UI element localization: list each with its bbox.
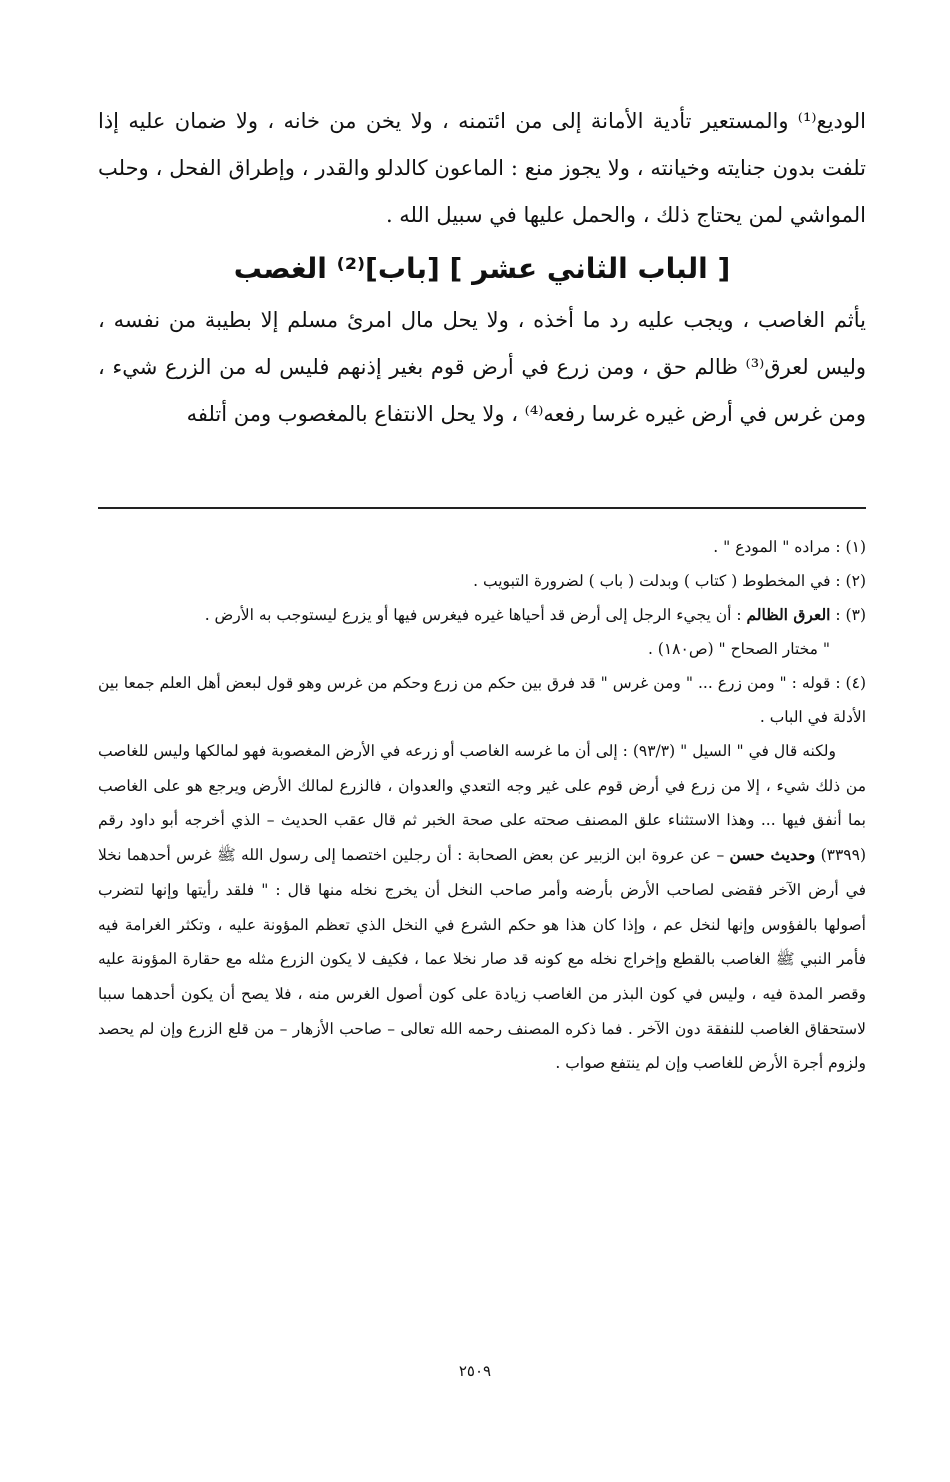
footnote-3-number: (٣) : [830, 606, 866, 624]
footnote-3-source: " مختار الصحاح " (ص١٨٠) . [647, 640, 830, 658]
commentary-part-b: – عن عروة ابن الزبير عن بعض الصحابة : أن رجلين اختصما إلى رسول الله ﷺ غرس أحدهما نخلا في أرض الآخر فقضى لصاحب الأرض بأرضه وأمر صاحب النخل أن يخرج نخله منها قال : " فلقد رأيتها وإنها لتضرب أصولها بالفؤوس وإنها لنخل عم ، وإذا كان هذا هو حكم الشرع في النخل الذي تعظم المؤونة عليه ، وتكثر الغرامة فيه فأمر النبي ﷺ الغاصب بالقطع وإخراج نخله مع كونه قد صار نخلا عما ، فكيف لا يكون الزرع مثله مع حقارة المؤونة عليه وقصر المدة فيه ، وليس في كون البذر من الغاصب زيادة على كون أصول الغرس منه ، فلا يصح أن يكون أحدهما سببا لاستحقاق الغاصب للنفقة دون الآخر . فما ذكره المصنف رحمه الله تعالى – صاحب الأزهار – من قلع الزرع وإن لم يحصد ولزوم أجرة الأرض للغاصب وإن لم ينتفع صواب . [98, 846, 866, 1073]
footnote-4: (٤) : قوله : " ومن زرع ... " ومن غرس " قد فرق بين حكم من زرع وحكم من غرس وهو قول لبعض أهل العلم جمعا بين الأدلة في الباب . [98, 674, 866, 726]
commentary-hadith-grade: وحديث حسن [729, 845, 816, 865]
footnote-commentary [98, 734, 866, 1081]
footnote-divider [98, 507, 866, 509]
footnote-2: (٢) : في المخطوط ( كتاب ) وبدلت ( باب ) لضرورة التبويب . [473, 572, 866, 590]
commentary-part-a: ولكنه قال في " السيل " (٩٣/٣) : إلى أن ما غرسه الغاصب أو زرعه في الأرض المغصوبة فهو لمالكها وليس للغاصب من ذلك شيء ، إلا من زرع في أرض قوم على غير وجه التعدي والعدوان ، فالزرع لمالك الأرض ويرجع هو على الغاصب بما أنفق فيها ... وهذا الاستثناء علق المصنف صحته على صحة الخبر ثم قال عقب الحديث – الذي أخرجه أبو داود رقم (٣٣٩٩) [98, 742, 867, 865]
page-number: ٢٥٠٩ [458, 1362, 492, 1380]
paragraph-usurpation: يأثم الغاصب ، ويجب عليه رد ما أخذه ، ولا يحل مال امرئ مسلم إلا بطيبة من نفسه ، وليس لعرق⁽³⁾ ظالم حق ، ومن زرع في أرض قوم بغير إذنهم فليس له من الزرع شيء ، ومن غرس في أرض غيره غرسا رفعه⁽⁴⁾ ، ولا يحل الانتفاع بالمغصوب ومن أتلفه [98, 308, 866, 426]
chapter-heading: [ الباب الثاني عشر ] [باب]⁽²⁾ الغصب [233, 252, 731, 285]
footnote-3 [98, 598, 866, 632]
paragraph-deposit: الوديع⁽¹⁾ والمستعير تأدية الأمانة إلى من ائتمنه ، ولا يخن من خانه ، ولا ضمان عليه إذا تلفت بدون جنايته وخيانته ، ولا يجوز منع : الماعون كالدلو والقدر ، وإطراق الفحل ، وحلب المواشي لمن يحتاج ذلك ، والحمل عليها في سبيل الله . [98, 109, 866, 227]
footnote-3-term: العرق الظالم [746, 605, 831, 624]
main-text [98, 98, 866, 438]
footnote-1: (١) : مراده " المودع " . [713, 538, 866, 556]
footnotes [98, 530, 866, 1081]
footnote-3-text: : أن يجيء الرجل إلى أرض قد أحياها غيره فيغرس فيها أو يزرع ليستوجب به الأرض . [204, 606, 747, 624]
